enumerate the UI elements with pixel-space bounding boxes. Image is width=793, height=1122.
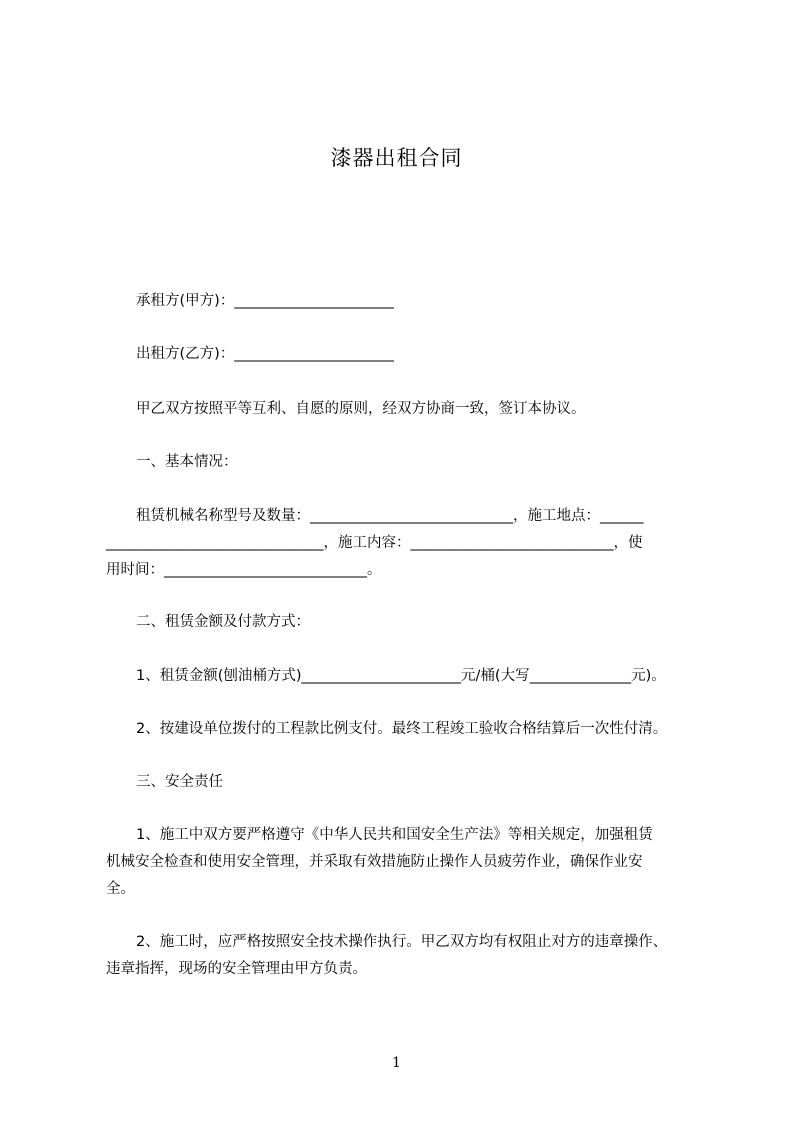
section3-item2-line2: 违章指挥，现场的安全管理由甲方负责。 [106,961,367,977]
intro-paragraph: 甲乙双方按照平等互利、自愿的原则，经双方协商一致，签订本协议。 [136,401,586,417]
section2-item1: 1、租赁金额(刨油桶方式)______________________元/桶(大写______________元)。 [136,668,666,684]
lessee-line: 承租方(甲方)：______________________ [136,293,394,309]
section1-line3: 用时间：____________________________。 [106,562,382,578]
section1-line2: ______________________________，施工内容：____________________________，使 [106,535,643,551]
section3-item1-line2: 机械安全检查和使用安全管理，并采取有效措施防止操作人员疲劳作业，确保作业安 [106,854,643,870]
page-number: 1 [392,1055,401,1071]
section1-line1: 租赁机械名称型号及数量：____________________________，施工地点：______ [136,508,644,524]
section2-item2: 2、按建设单位拨付的工程款比例支付。最终工程竣工验收合格结算后一次性付清。 [136,721,668,737]
section2-heading: 二、租赁金额及付款方式： [136,614,310,630]
section3-heading: 三、安全责任 [136,774,223,790]
section3-item2-line1: 2、施工时，应严格按照安全技术操作执行。甲乙双方均有权阻止对方的违章操作、 [136,934,668,950]
section3-item1-line1: 1、施工中双方要严格遵守《中华人民共和国安全生产法》等相关规定，加强租赁 [136,827,653,843]
page-title: 漆器出租合同 [330,146,463,170]
section1-heading: 一、基本情况： [136,454,238,470]
section3-item1-line3: 全。 [106,881,135,897]
lessor-line: 出租方(乙方)：______________________ [136,346,394,362]
